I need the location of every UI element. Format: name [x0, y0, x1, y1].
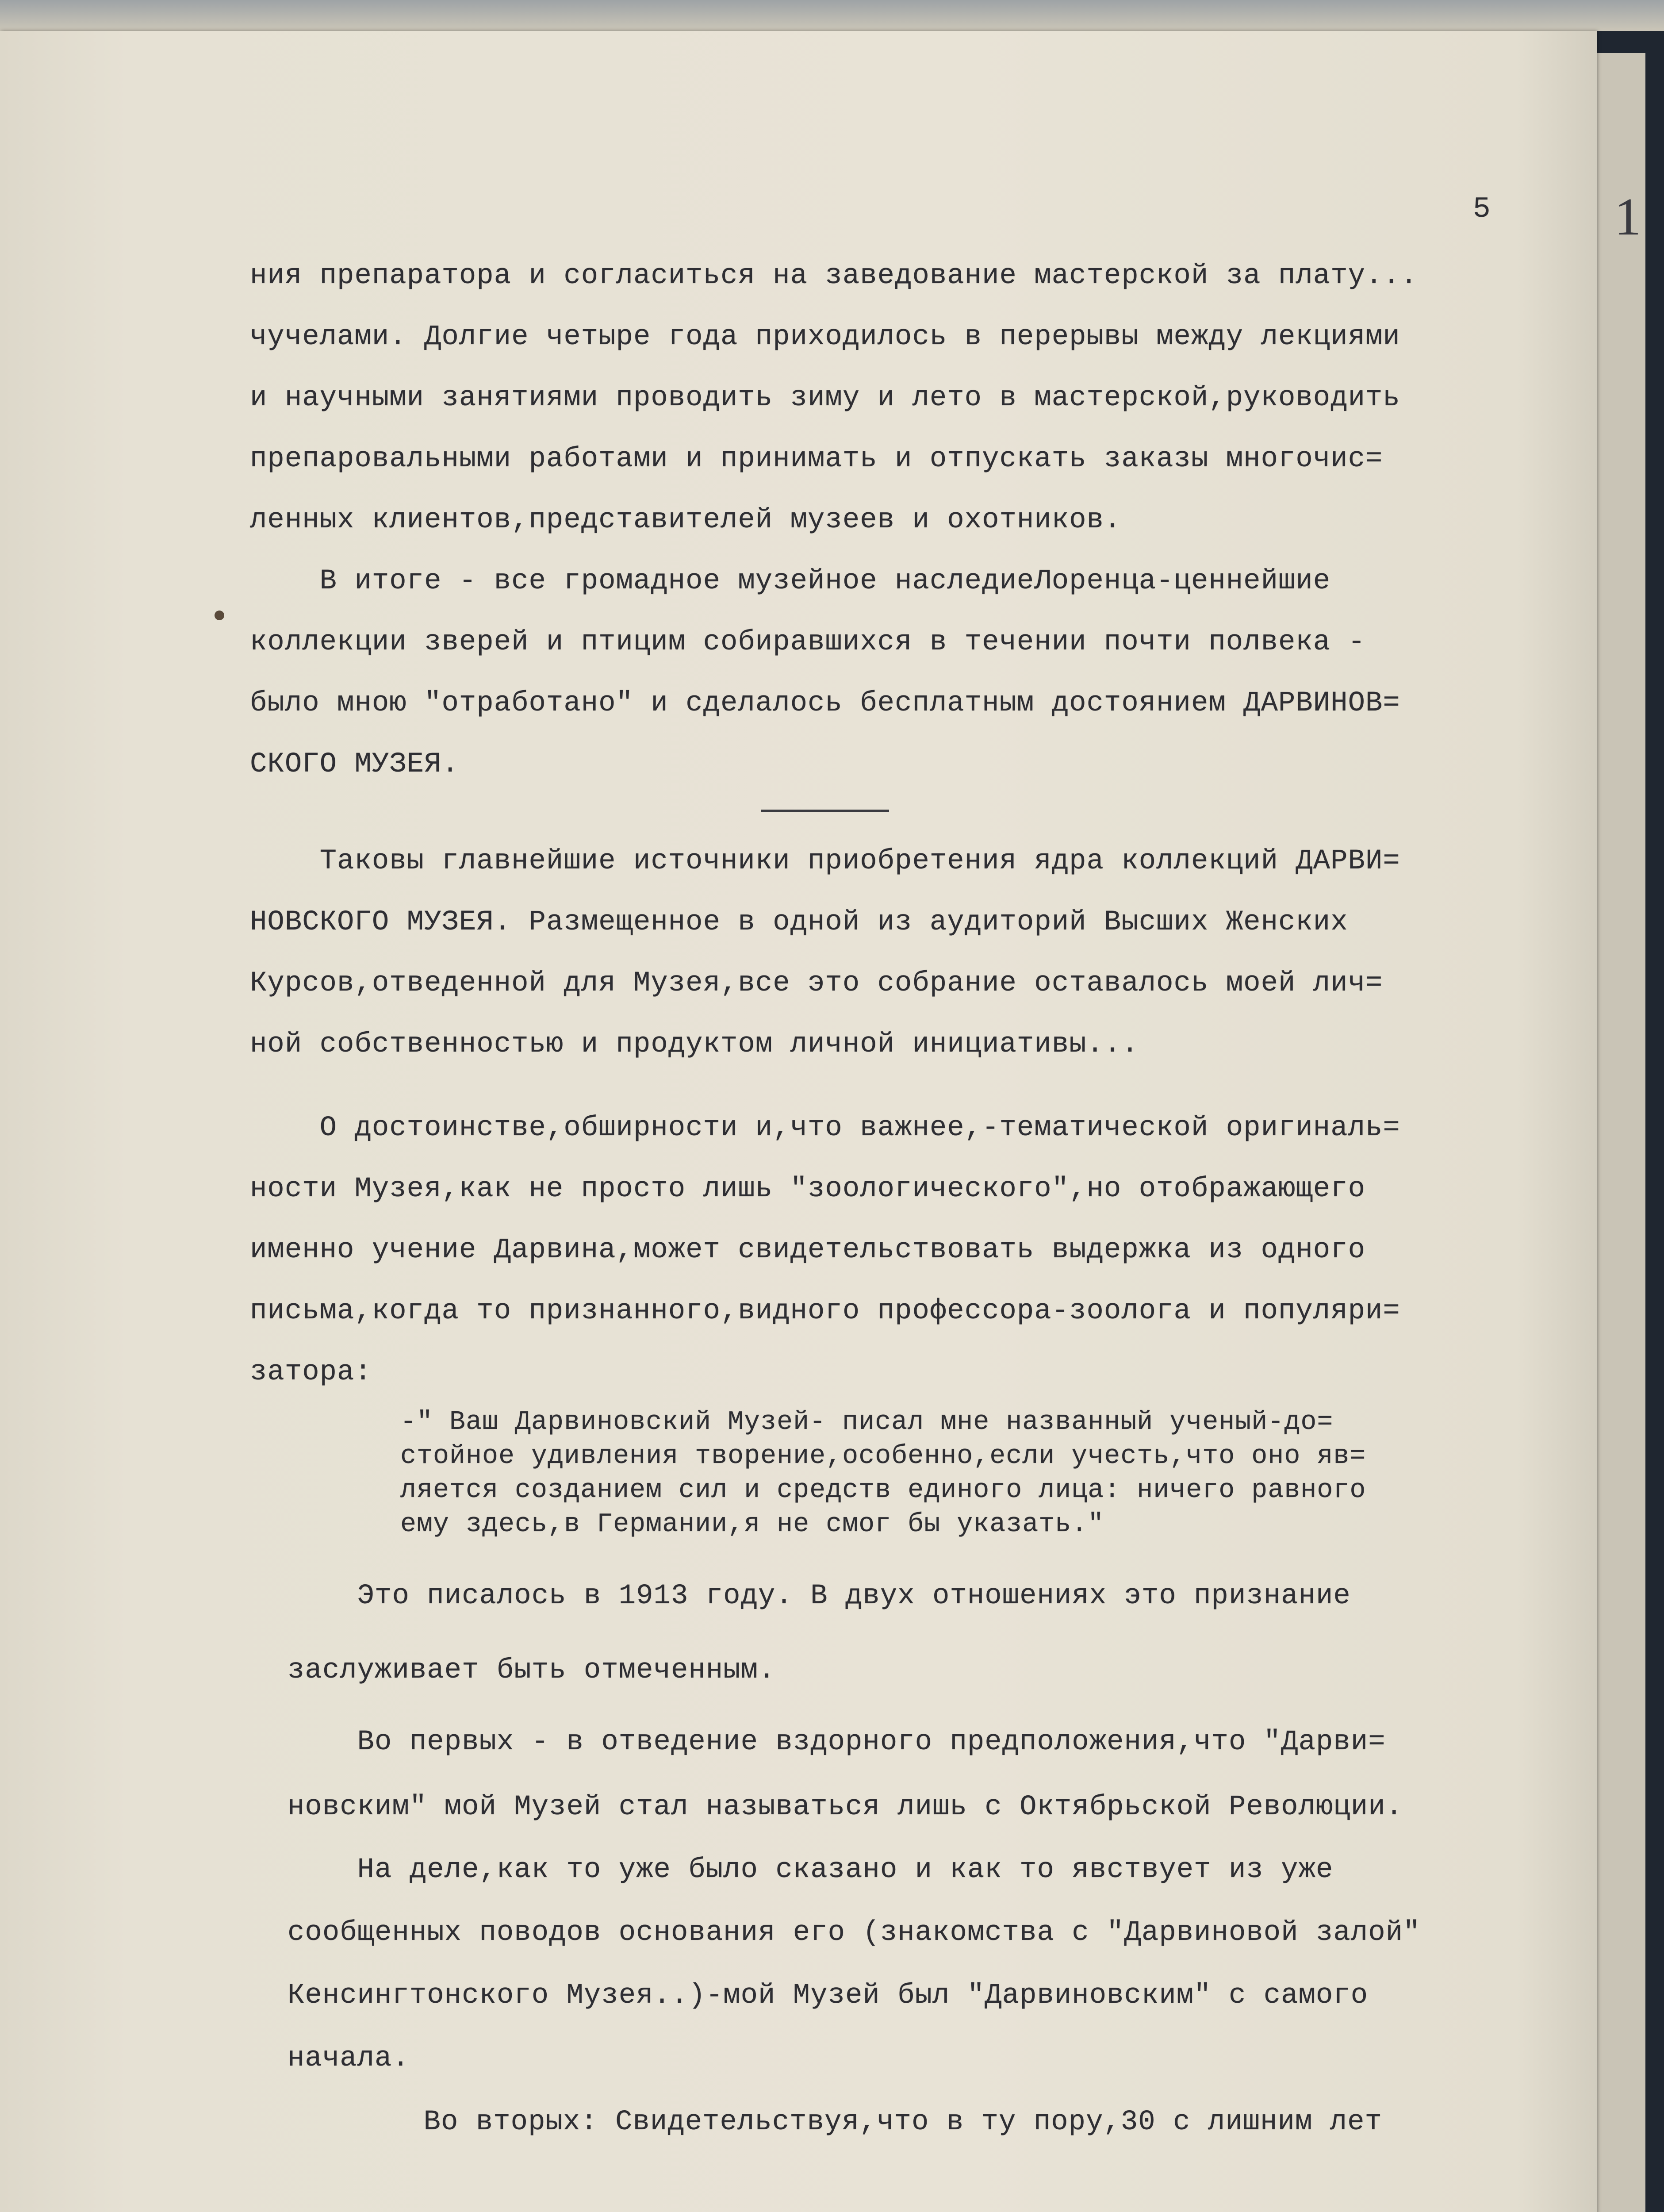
text-line: Во вторых: Свидетельствуя,что в ту пору,30 с лишним лет — [354, 2106, 1382, 2138]
margin-mark: 1 — [1614, 187, 1641, 246]
quote-line: ему здесь,в Германии,я не смог бы указать." — [400, 1509, 1104, 1540]
text-line: чучелами. Долгие четыре года приходилось в перерывы между лекциями — [250, 321, 1400, 353]
quote-line: стойное удивления творение,особенно,если учесть,что оно яв= — [400, 1441, 1366, 1471]
text-line: препаровальными работами и принимать и отпускать заказы многочис= — [250, 443, 1383, 475]
text-line: ной собственностью и продуктом личной инициативы... — [250, 1029, 1139, 1060]
section-divider — [761, 810, 889, 812]
text-line: Курсов,отведенной для Музея,все это собрание оставалось моей лич= — [250, 968, 1383, 999]
quote-line: ляется созданием сил и средств единого лица: ничего равного — [400, 1475, 1366, 1505]
text-line: сообщенных поводов основания его (знакомства с "Дарвиновой залой" — [288, 1917, 1421, 1949]
page-number: 5 — [1473, 192, 1491, 226]
text-line: На деле,как то уже было сказано и как то явствует из уже — [288, 1854, 1334, 1886]
text-line: О достоинстве,обширности и,что важнее,-тематической оригиналь= — [250, 1112, 1400, 1144]
text-line: именно учение Дарвина,может свидетельствовать выдержка из одного — [250, 1234, 1365, 1266]
text-line: и научными занятиями проводить зиму и лето в мастерской,руководить — [250, 382, 1400, 414]
text-line: Таковы главнейшие источники приобретения ядра коллекций ДАРВИ= — [250, 845, 1400, 877]
text-line: Кенсингтонского Музея..)-мой Музей был "Дарвиновским" с самого — [288, 1980, 1369, 2012]
text-line: коллекции зверей и птицим собиравшихся в течении почти полвека - — [250, 626, 1365, 658]
text-line: ния препаратора и согласиться на заведование мастерской за плату... — [250, 260, 1418, 292]
quote-line: -" Ваш Дарвиновский Музей- писал мне названный ученый-до= — [400, 1407, 1334, 1437]
text-line: начала. — [288, 2043, 410, 2074]
text-line: новским" мой Музей стал называться лишь с Октябрьской Революции. — [288, 1791, 1403, 1823]
text-line: затора: — [250, 1356, 372, 1388]
text-line: СКОГО МУЗЕЯ. — [250, 749, 459, 780]
text-line: ленных клиентов,представителей музеев и охотников. — [250, 504, 1122, 536]
text-line: ности Музея,как не просто лишь "зоологического",но отображающего — [250, 1173, 1365, 1205]
text-line: заслуживает быть отмеченным. — [288, 1655, 776, 1686]
text-line: В итоге - все громадное музейное наследиеЛоренца-ценнейшие — [250, 565, 1331, 597]
text-line: письма,когда то признанного,видного профессора-зоолога и популяри= — [250, 1295, 1400, 1327]
text-line: Это писалось в 1913 году. В двух отношениях это признание — [288, 1580, 1351, 1612]
text-line: НОВСКОГО МУЗЕЯ. Размещенное в одной из аудиторий Высших Женских — [250, 906, 1348, 938]
ink-spot — [215, 611, 224, 620]
text-line: Во первых - в отведение вздорного предположения,что "Дарви= — [288, 1726, 1386, 1758]
text-line: было мною "отработано" и сделалось бесплатным достоянием ДАРВИНОВ= — [250, 687, 1400, 719]
top-edge — [0, 0, 1664, 31]
